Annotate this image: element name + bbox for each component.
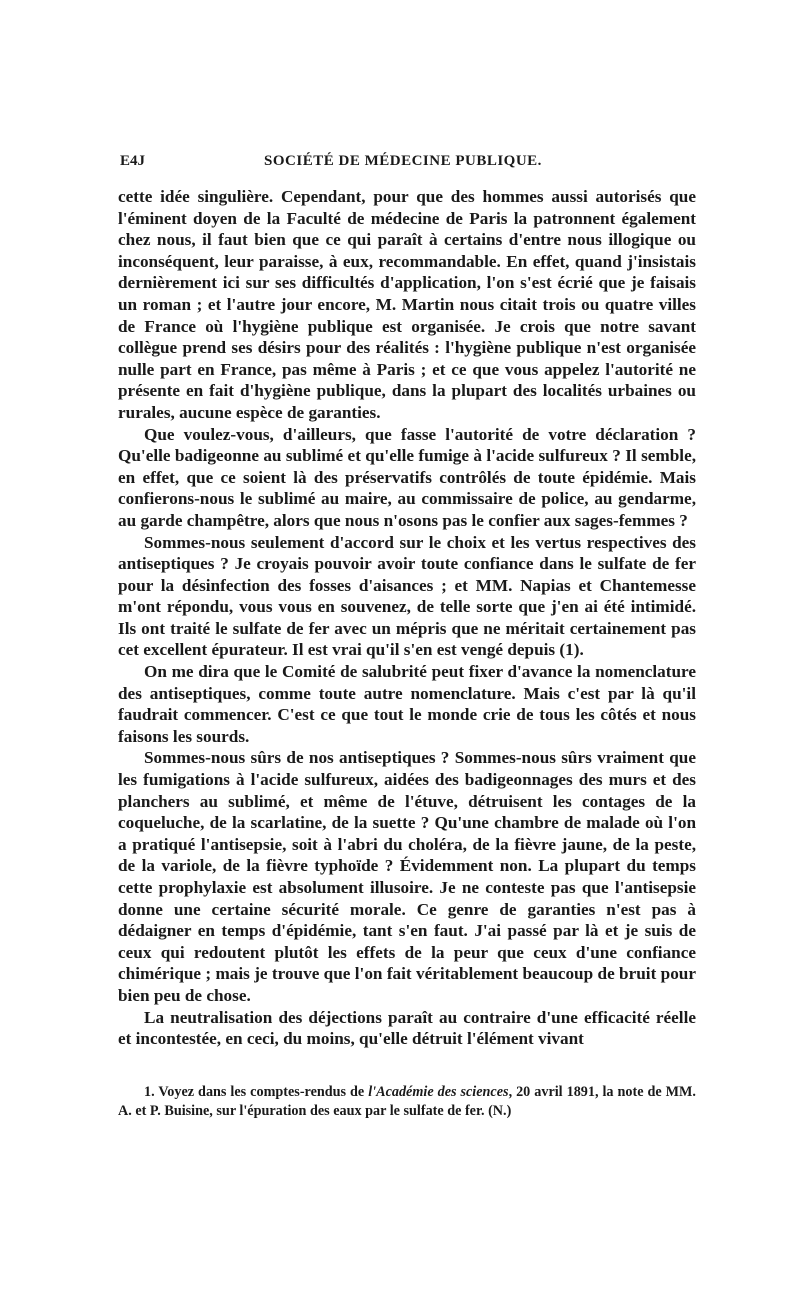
page-number: E4J xyxy=(120,153,146,169)
footnote-before: 1. Voyez dans les comptes-rendus de xyxy=(144,1084,369,1100)
footnote-journal: l'Académie des sciences xyxy=(368,1084,509,1100)
running-head: SOCIÉTÉ DE MÉDECINE PUBLIQUE. xyxy=(264,153,542,169)
paragraph: La neutralisation des déjections paraît au contraire d'une efficacité réelle et incontestée, en ceci, du moins, qu'elle détruit l'élément vivant xyxy=(118,1007,696,1049)
page-header xyxy=(118,153,688,177)
paragraph: cette idée singulière. Cependant, pour que des hommes aussi autorisés que l'éminent doyen de la Faculté de médecine de Paris la patronnent également chez nous, il faut bien que ce qui paraît à certains d'entre nous illogique ou inconséquent, leur paraisse, à eux, recommandable. En effet, quand j'insistais dernièrement ici sur ses difficultés d'application, l'on s'est écrié que je faisais un roman ; et l'autre jour encore, M. Martin nous citait trois ou quatre villes de France où l'hygiène publique est organisée. Je crois que notre savant collègue prend ses désirs pour des réalités : l'hygiène publique n'est organisée nulle part en France, pas même à Paris ; et ce que vous appelez l'autorité ne présente en fait d'hygiène publique, dans la plupart des localités urbaines ou rurales, aucune espèce de garanties. xyxy=(118,187,696,422)
body-text xyxy=(118,186,696,1050)
footnote-text xyxy=(118,1083,696,1121)
paragraph: Que voulez-vous, d'ailleurs, que fasse l'autorité de votre déclaration ? Qu'elle badigeonne au sublimé et qu'elle fumige à l'acide sulfureux ? Il semble, en effet, que ce soient là des préservatifs contrôlés de toute épidémie. Mais confierons-nous le sublimé au maire, au commissaire de police, au gendarme, au garde champêtre, alors que nous n'osons pas le confier aux sages-femmes ? xyxy=(118,424,696,530)
paragraph: Sommes-nous seulement d'accord sur le choix et les vertus respectives des antiseptiques ? Je croyais pouvoir avoir toute confiance dans le sulfate de fer pour la désinfection des fosses d'aisances ; et MM. Napias et Chantemesse m'ont répondu, vous vous en souvenez, de telle sorte que j'en ai été intimidé. Ils ont traité le sulfate de fer avec un mépris que ne méritait certainement pas cet excellent épurateur. Il est vrai qu'il s'en est vengé depuis (1). xyxy=(118,532,696,660)
footnote-after: , 20 avril 1891, la note de MM. A. et P. Buisine, sur l'épuration des eaux par le sulfate de fer. (N.) xyxy=(118,1084,696,1119)
paragraph: On me dira que le Comité de salubrité peut fixer d'avance la nomenclature des antiseptiques, comme toute autre nomenclature. Mais c'est par là qu'il faudrait commencer. C'est ce que tout le monde crie de tous les côtés et nous faisons les sourds. xyxy=(118,662,696,746)
footnote xyxy=(118,1083,696,1121)
paragraph: Sommes-nous sûrs de nos antiseptiques ? Sommes-nous sûrs vraiment que les fumigations à l'acide sulfureux, aidées des badigeonnages des murs et des planchers au sublimé, et même de l'étuve, détruisent les contages de la coqueluche, de la scarlatine, de la suette ? Qu'une chambre de malade où l'on a pratiqué l'antisepsie, soit à l'abri du choléra, de la fièvre jaune, de la peste, de la variole, de la fièvre typhoïde ? Évidemment non. La plupart du temps cette prophylaxie est absolument illusoire. Je ne conteste pas que l'antisepsie donne une certaine sécurité morale. Ce genre de garanties n'est pas à dédaigner en temps d'épidémie, tant s'en faut. J'ai passé par là et je suis de ceux qui redoutent plutôt les effets de la peur que ceux d'une confiance chimérique ; mais je trouve que l'on fait véritablement beaucoup de bruit pour bien peu de chose. xyxy=(118,748,696,1005)
